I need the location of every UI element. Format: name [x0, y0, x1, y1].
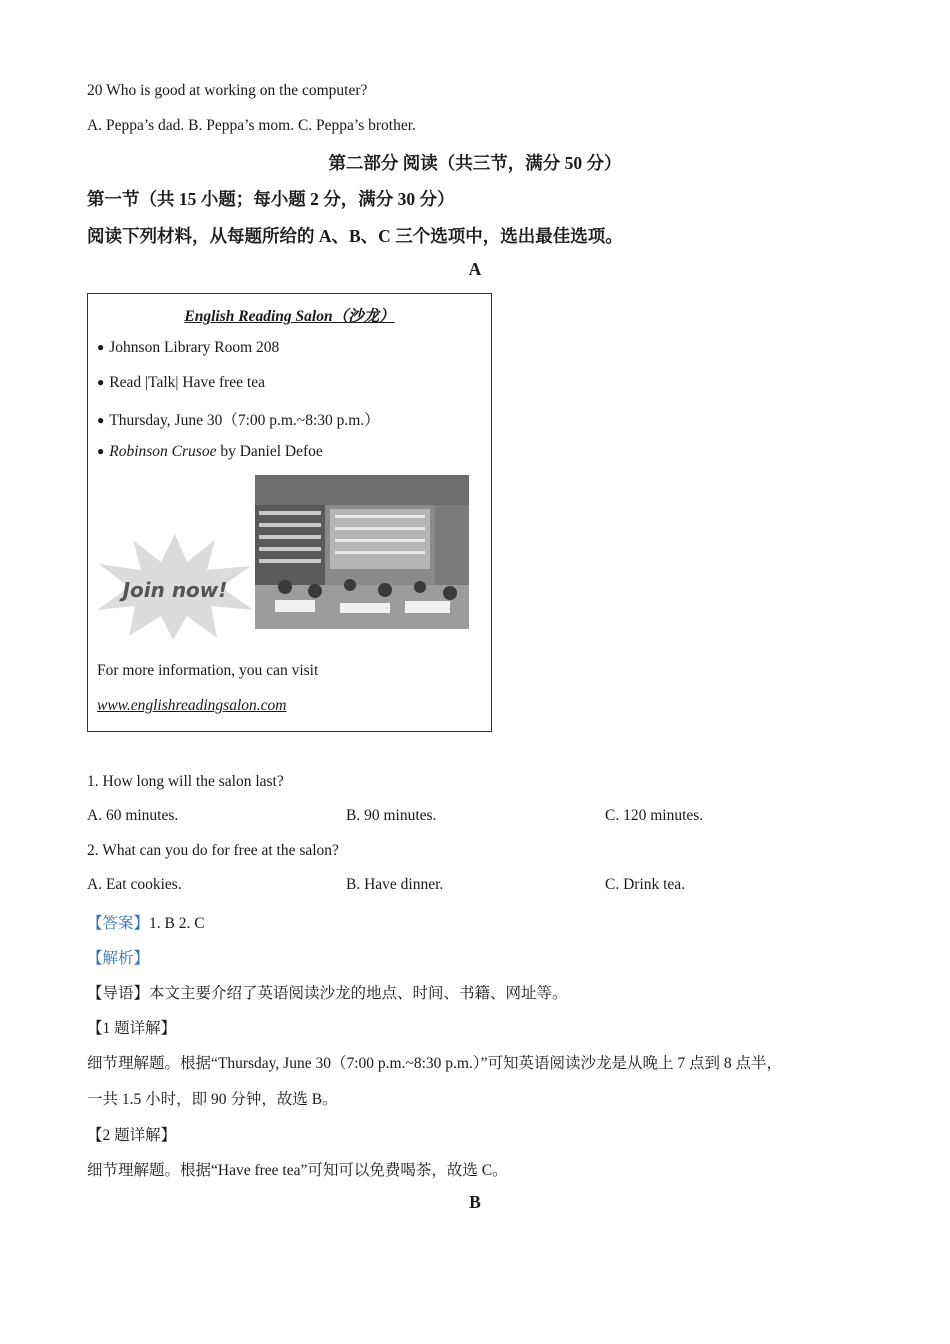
question-1-stem: 1. How long will the salon last? — [87, 773, 284, 790]
question-20-options: A. Peppa’s dad. B. Peppa’s mom. C. Peppa’s brother. — [87, 117, 416, 134]
book-author: by Daniel Defoe — [216, 443, 323, 460]
reading-instruction: 阅读下列材料，从每题所给的 A、B、C 三个选项中，选出最佳选项。 — [87, 226, 623, 246]
q2-detail-label: 【2 题详解】 — [87, 1127, 177, 1144]
passage-a-label: A — [468, 259, 482, 279]
q1-detail-line1: 细节理解题。根据“Thursday, June 30（7:00 p.m.~8:30 p.m.）”可知英语阅读沙龙是从晚上 7 点到 8 点半， — [87, 1055, 782, 1072]
answer-label: 【答案】 — [87, 915, 150, 932]
question-2-option-c: C. Drink tea. — [605, 876, 686, 893]
passage-b-label: B — [469, 1192, 481, 1212]
section1-heading: 第一节（共 15 小题；每小题 2 分，满分 30 分） — [87, 189, 455, 209]
library-photo — [255, 475, 469, 629]
salon-poster — [87, 293, 492, 732]
answer-line — [87, 911, 205, 933]
answer-value: 1. B 2. C — [149, 915, 205, 932]
q2-detail-line: 细节理解题。根据“Have free tea”可知可以免费喝茶，故选 C。 — [87, 1162, 508, 1179]
analysis-guide: 【导语】本文主要介绍了英语阅读沙龙的地点、时间、书籍、网址等。 — [87, 985, 568, 1002]
q1-detail-label: 【1 题详解】 — [87, 1020, 177, 1037]
poster-item-activities: ● Read |Talk| Have free tea — [97, 374, 265, 392]
question-20: 20 Who is good at working on the computer? — [87, 82, 368, 99]
poster-url-link[interactable]: www.englishreadingsalon.com — [97, 697, 287, 714]
analysis-label: 【解析】 — [87, 950, 150, 967]
question-1-option-a: A. 60 minutes. — [87, 807, 179, 824]
book-title: Robinson Crusoe — [109, 443, 217, 460]
question-2-option-b: B. Have dinner. — [346, 876, 444, 893]
poster-info: For more information, you can visit — [97, 662, 319, 679]
q1-detail-line2: 一共 1.5 小时，即 90 分钟，故选 B。 — [87, 1091, 338, 1108]
question-1-option-b: B. 90 minutes. — [346, 807, 437, 824]
poster-item-book — [97, 443, 323, 461]
join-now-text: Join now! — [122, 578, 228, 602]
poster-item-location: ● Johnson Library Room 208 — [97, 339, 279, 357]
join-now-starburst — [95, 532, 255, 642]
question-2-option-a: A. Eat cookies. — [87, 876, 182, 893]
part2-title: 第二部分 阅读（共三节，满分 50 分） — [328, 153, 622, 173]
question-2-stem: 2. What can you do for free at the salon? — [87, 842, 339, 859]
question-1-option-c: C. 120 minutes. — [605, 807, 704, 824]
poster-title: English Reading Salon（沙龙） — [184, 308, 395, 325]
poster-item-time: ● Thursday, June 30（7:00 p.m.~8:30 p.m.） — [97, 408, 380, 430]
